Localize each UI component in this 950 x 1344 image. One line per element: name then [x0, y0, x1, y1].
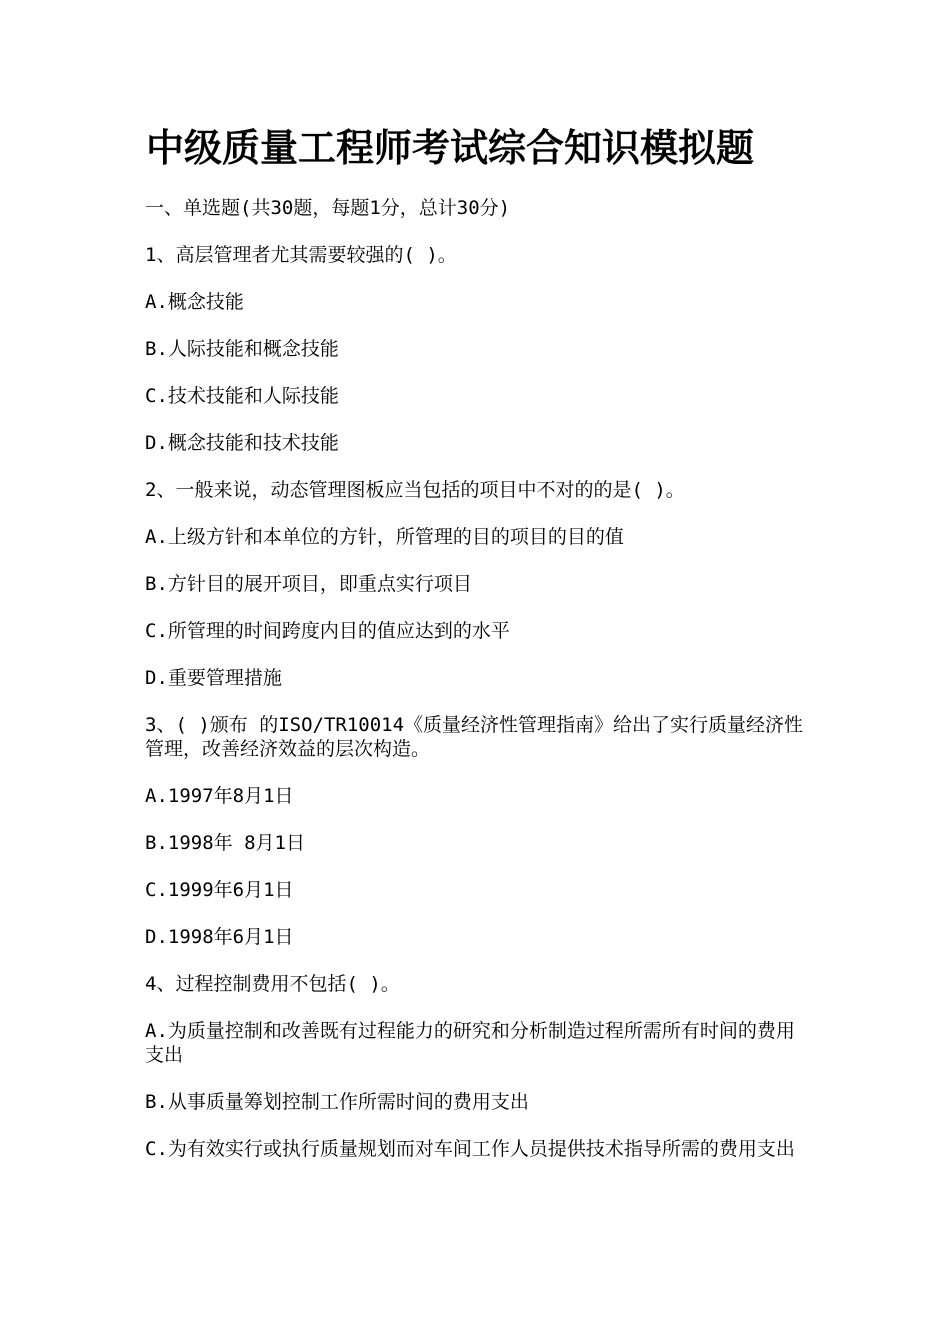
question-4	[145, 972, 810, 1161]
option-c: C.1999年6月1日	[145, 879, 294, 901]
question-stem: 4、过程控制费用不包括( )。	[145, 973, 400, 995]
option-c: C.为有效实行或执行质量规划而对车间工作人员提供技术指导所需的费用支出	[145, 1138, 795, 1160]
question-stem: 2、一般来说，动态管理图板应当包括的项目中不对的的是( )。	[145, 479, 685, 501]
document-title: 中级质量工程师考试综合知识模拟题	[146, 125, 755, 170]
question-2	[145, 478, 810, 690]
option-b: B.人际技能和概念技能	[145, 338, 339, 360]
option-c: C.所管理的时间跨度内目的值应达到的水平	[145, 620, 510, 642]
question-1	[145, 243, 810, 455]
option-b: B.1998年 8月1日	[145, 832, 305, 854]
section-heading: 一、单选题(共30题，每题1分，总计30分)	[145, 197, 511, 219]
option-d: D.概念技能和技术技能	[145, 432, 339, 454]
question-stem: 1、高层管理者尤其需要较强的( )。	[145, 244, 457, 266]
option-a: A.上级方针和本单位的方针，所管理的目的项目的目的值	[145, 526, 624, 548]
option-a: A.概念技能	[145, 291, 244, 313]
option-b: B.方针目的展开项目，即重点实行项目	[145, 573, 472, 595]
option-a: A.1997年8月1日	[145, 785, 294, 807]
option-a: A.为质量控制和改善既有过程能力的研究和分析制造过程所需所有时间的费用支出	[145, 1020, 795, 1066]
option-c: C.技术技能和人际技能	[145, 385, 339, 407]
option-d: D.重要管理措施	[145, 667, 282, 689]
question-stem: 3、( )颁布 的ISO/TR10014《质量经济性管理指南》给出了实行质量经济性管理，改善经济效益的层次构造。	[145, 714, 804, 760]
option-d: D.1998年6月1日	[145, 926, 294, 948]
document-body	[145, 196, 810, 1184]
option-b: B.从事质量筹划控制工作所需时间的费用支出	[145, 1091, 529, 1113]
question-3	[145, 713, 810, 949]
